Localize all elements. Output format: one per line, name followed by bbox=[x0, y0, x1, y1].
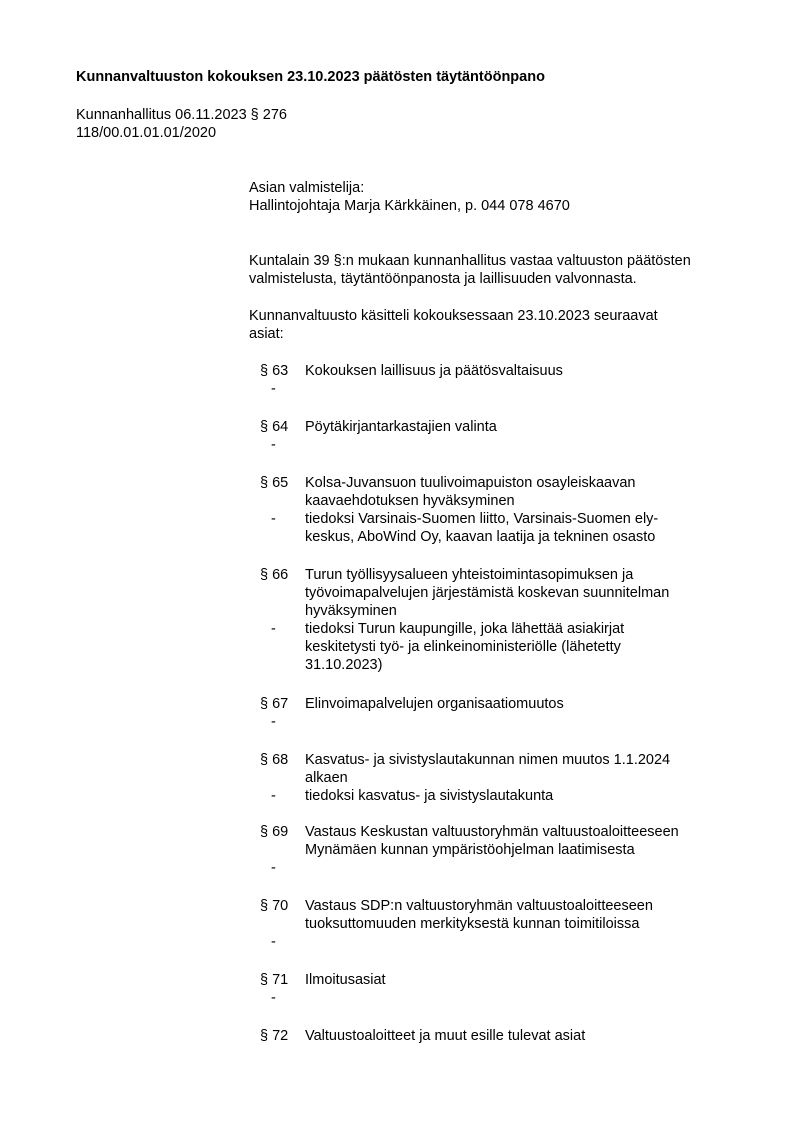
item-title bbox=[305, 751, 670, 787]
item-dash: - bbox=[271, 788, 276, 804]
item-title-line: työvoimapalvelujen järjestämistä koskevan suunnitelman bbox=[305, 585, 670, 601]
item-title-line: hyväksyminen bbox=[305, 603, 397, 619]
item-dash: - bbox=[271, 437, 276, 453]
item-title bbox=[305, 566, 669, 620]
item-title-line: Ilmoitusasiat bbox=[305, 972, 386, 988]
item-title-line: kaavaehdotuksen hyväksyminen bbox=[305, 493, 515, 509]
item-note-line: keskus, AboWind Oy, kaavan laatija ja tekninen osasto bbox=[305, 529, 656, 545]
section-number: § 66 bbox=[260, 567, 289, 583]
intro-paragraph bbox=[249, 252, 749, 288]
item-title-line: Mynämäen kunnan ympäristöohjelman laatimisesta bbox=[305, 842, 635, 858]
item-dash: - bbox=[271, 990, 276, 1006]
document-title: Kunnanvaltuuston kokouksen 23.10.2023 päätösten täytäntöönpano bbox=[76, 69, 545, 85]
item-distribution-note bbox=[305, 787, 553, 805]
intro-line: valmistelusta, täytäntöönpanosta ja laillisuuden valvonnasta. bbox=[249, 271, 637, 287]
section-number: § 70 bbox=[260, 898, 289, 914]
item-title bbox=[305, 474, 635, 510]
item-title-line: Kolsa-Juvansuon tuulivoimapuiston osayleiskaavan bbox=[305, 475, 636, 491]
item-title-line: alkaen bbox=[305, 770, 348, 786]
item-note-line: tiedoksi Turun kaupungille, joka lähettää asiakirjat bbox=[305, 621, 625, 637]
item-note-line: tiedoksi Varsinais-Suomen liitto, Varsinais-Suomen ely- bbox=[305, 511, 659, 527]
item-title-line: tuoksuttomuuden merkityksestä kunnan toimitiloissa bbox=[305, 916, 640, 932]
item-note-line: 31.10.2023) bbox=[305, 657, 383, 673]
section-number: § 68 bbox=[260, 752, 289, 768]
preparer-name: Hallintojohtaja Marja Kärkkäinen, p. 044 078 4670 bbox=[249, 198, 570, 214]
item-title-line: Vastaus Keskustan valtuustoryhmän valtuustoaloitteeseen bbox=[305, 824, 679, 840]
item-dash: - bbox=[271, 511, 276, 527]
item-title bbox=[305, 823, 679, 859]
section-number: § 64 bbox=[260, 419, 289, 435]
item-distribution-note bbox=[305, 620, 624, 674]
item-title bbox=[305, 695, 564, 713]
section-number: § 71 bbox=[260, 972, 289, 988]
item-note-line: tiedoksi kasvatus- ja sivistyslautakunta bbox=[305, 788, 554, 804]
meeting-reference: Kunnanhallitus 06.11.2023 § 276 bbox=[76, 107, 287, 123]
item-title bbox=[305, 418, 497, 436]
item-title bbox=[305, 971, 386, 989]
item-distribution-note bbox=[305, 510, 658, 546]
item-dash: - bbox=[271, 714, 276, 730]
item-title-line: Elinvoimapalvelujen organisaatiomuutos bbox=[305, 696, 564, 712]
handled-line: asiat: bbox=[249, 326, 284, 342]
item-title bbox=[305, 1027, 585, 1045]
item-title-line: Kasvatus- ja sivistyslautakunnan nimen muutos 1.1.2024 bbox=[305, 752, 671, 768]
intro-line: Kuntalain 39 §:n mukaan kunnanhallitus vastaa valtuuston päätösten bbox=[249, 253, 691, 269]
handled-line: Kunnanvaltuusto käsitteli kokouksessaan 23.10.2023 seuraavat bbox=[249, 308, 658, 324]
item-title bbox=[305, 362, 563, 380]
item-title bbox=[305, 897, 653, 933]
section-number: § 69 bbox=[260, 824, 289, 840]
record-number: 118/00.01.01.01/2020 bbox=[76, 125, 217, 141]
section-number: § 63 bbox=[260, 363, 289, 379]
item-title-line: Kokouksen laillisuus ja päätösvaltaisuus bbox=[305, 363, 563, 379]
section-number: § 67 bbox=[260, 696, 289, 712]
section-number: § 65 bbox=[260, 475, 289, 491]
item-title-line: Vastaus SDP:n valtuustoryhmän valtuustoaloitteeseen bbox=[305, 898, 653, 914]
item-title-line: Pöytäkirjantarkastajien valinta bbox=[305, 419, 497, 435]
section-number: § 72 bbox=[260, 1028, 289, 1044]
preparer-label: Asian valmistelija: bbox=[249, 180, 365, 196]
preparer-block bbox=[249, 179, 749, 215]
item-dash: - bbox=[271, 860, 276, 876]
item-note-line: keskitetysti työ- ja elinkeinoministeriölle (lähetetty bbox=[305, 639, 621, 655]
handled-paragraph bbox=[249, 307, 749, 343]
item-dash: - bbox=[271, 381, 276, 397]
item-dash: - bbox=[271, 934, 276, 950]
item-dash: - bbox=[271, 621, 276, 637]
item-title-line: Valtuustoaloitteet ja muut esille tulevat asiat bbox=[305, 1028, 586, 1044]
item-title-line: Turun työllisyysalueen yhteistoimintasopimuksen ja bbox=[305, 567, 634, 583]
